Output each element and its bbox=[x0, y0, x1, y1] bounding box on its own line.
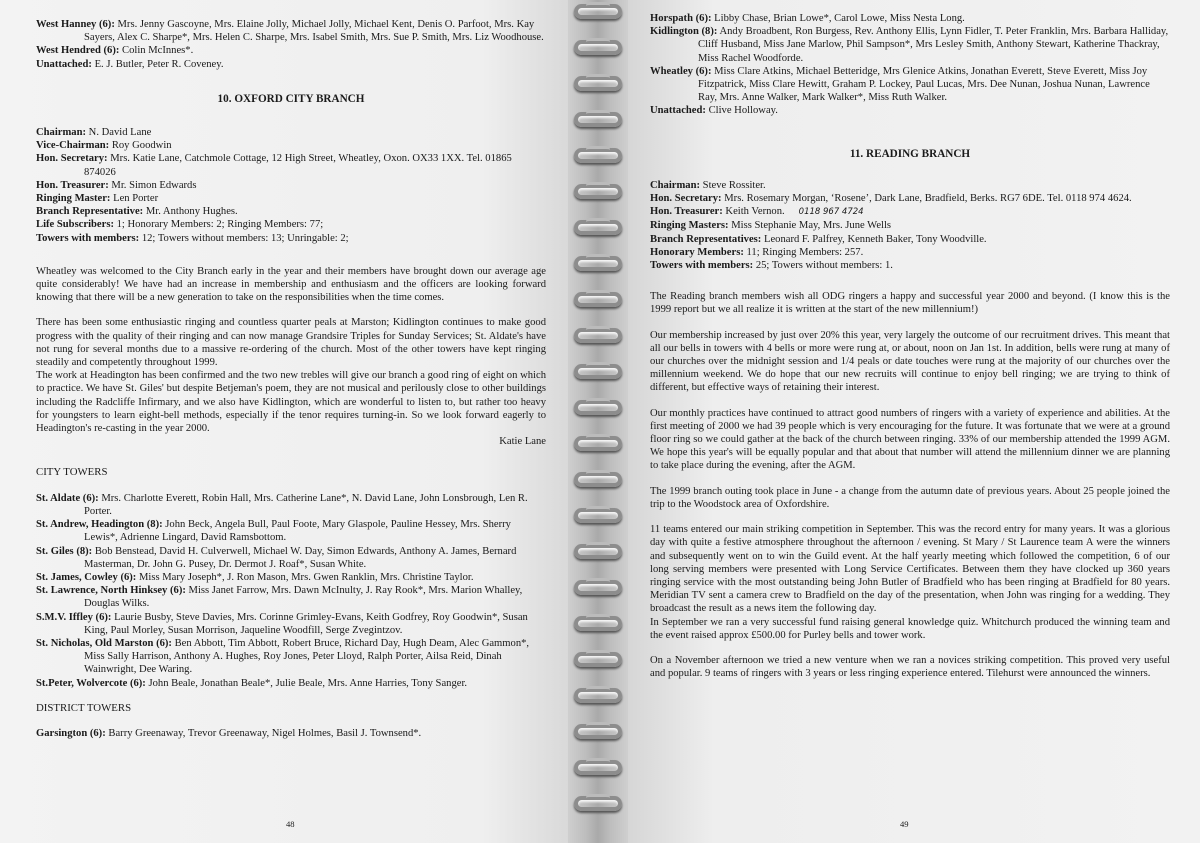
tower-entry bbox=[36, 677, 546, 690]
binding-ring bbox=[574, 400, 622, 415]
report-paragraph: The work at Headington has been confirmed and the two new trebles will give our branch a good ring of eight on which to practice. We have St. Giles' but despite Betjeman's poem, they are not musical and perilously close to other buildings including the Radcliffe Infirmary, and we also have Kidlington, which are wonderful to listen to, but rather too heavy for youngsters to learn eight-bell methods, especially if the tenor requires turning-in. So we look forward eagerly to Headington's re-casting in the year 2000. bbox=[36, 370, 546, 435]
tower-members: E. J. Butler, Peter R. Coveney. bbox=[91, 58, 224, 70]
tower-name: Unattached: bbox=[650, 105, 706, 117]
binding-ring bbox=[574, 256, 622, 271]
officer-label: Towers with members: bbox=[36, 232, 140, 244]
report-paragraph: The Reading branch members wish all ODG ringers a happy and successful year 2000 and beyond. (I know this is the 1999 report but we all realize it is written at the start of the new millennium!) bbox=[650, 291, 1170, 316]
binding-ring bbox=[574, 112, 622, 127]
city-towers-heading: CITY TOWERS bbox=[36, 466, 108, 479]
officer-line bbox=[650, 246, 1170, 259]
tower-entry bbox=[36, 584, 546, 610]
binding-ring bbox=[574, 796, 622, 811]
right-page bbox=[628, 0, 1200, 843]
spiral-binding bbox=[568, 0, 628, 843]
officer-line bbox=[650, 259, 1170, 272]
branch-report bbox=[650, 290, 1170, 680]
tower-name: St. Lawrence, North Hinksey (6): bbox=[36, 585, 186, 597]
officer-line bbox=[36, 152, 546, 178]
officer-value: Len Porter bbox=[110, 193, 159, 205]
report-paragraph: On a November afternoon we tried a new venture when we ran a novices striking competition. This proved very useful and popular. 9 teams of ringers with 3 years or less ringing experience entered. Tilehurst were announced the winners. bbox=[650, 654, 1170, 680]
tower-name: St. Giles (8): bbox=[36, 545, 93, 557]
district-towers-list bbox=[36, 727, 546, 740]
tower-entry bbox=[36, 492, 546, 518]
officer-value: Keith Vernon. bbox=[722, 206, 785, 218]
tower-members: John Beale, Jonathan Beale*, Julie Beale, Mrs. Anne Harries, Tony Sanger. bbox=[145, 677, 468, 689]
officer-line bbox=[36, 218, 546, 231]
tower-entry bbox=[36, 637, 546, 677]
officer-label: Ringing Masters: bbox=[650, 220, 729, 232]
tower-members: John Beck, Angela Bull, Paul Foote, Mary Glaspole, Pauline Hessey, Mrs. Sherry Lewis*, Adrienne Lingard, David Ramsbottom. bbox=[84, 519, 511, 544]
officer-label: Honorary Members: bbox=[650, 246, 744, 258]
tower-name: St.Peter, Wolvercote (6): bbox=[36, 677, 146, 689]
district-towers-heading: DISTRICT TOWERS bbox=[36, 701, 132, 714]
report-paragraph: The 1999 branch outing took place in June - a change from the autumn date of previous years. About 25 people joined the trip to the Woodstock area of Oxfordshire. bbox=[650, 485, 1170, 510]
officer-label: Vice-Chairman: bbox=[36, 140, 110, 152]
tower-name: Horspath (6): bbox=[650, 13, 712, 24]
tower-name: St. James, Cowley (6): bbox=[36, 571, 137, 583]
tower-members: Clive Holloway. bbox=[705, 105, 778, 117]
binding-ring bbox=[574, 292, 622, 307]
binding-ring bbox=[574, 4, 622, 19]
officer-label: Chairman: bbox=[650, 179, 701, 191]
binding-ring bbox=[574, 616, 622, 631]
officer-line bbox=[36, 205, 546, 218]
report-paragraph: In September we ran a very successful fund raising general knowledge quiz. Whitchurch produced the winning team and the event raised approx £500.00 for Purley bells and tower work. bbox=[650, 616, 1170, 641]
binding-ring bbox=[574, 760, 622, 775]
right-top-entries bbox=[650, 12, 1170, 118]
officer-label: Branch Representatives: bbox=[650, 233, 762, 245]
tower-entry bbox=[36, 18, 546, 44]
binding-ring bbox=[574, 328, 622, 343]
officer-label: Life Subscribers: bbox=[36, 219, 114, 231]
tower-members: Miss Janet Farrow, Mrs. Dawn McInulty, J. Ray Rook*, Mrs. Marion Whalley, Douglas Wilks. bbox=[84, 585, 523, 610]
handwritten-note: 0118 967 4724 bbox=[798, 207, 864, 218]
officer-label: Towers with members: bbox=[650, 260, 754, 272]
left-top-entries bbox=[36, 18, 546, 71]
tower-entry bbox=[650, 104, 1170, 117]
officer-value: Steve Rossiter. bbox=[700, 179, 766, 191]
binding-ring bbox=[574, 652, 622, 667]
binding-ring bbox=[574, 364, 622, 379]
tower-members: Libby Chase, Brian Lowe*, Carol Lowe, Miss Nesta Long. bbox=[711, 13, 965, 24]
binding-ring bbox=[574, 76, 622, 91]
officer-value: Roy Goodwin bbox=[109, 140, 172, 152]
tower-name: S.M.V. Iffley (6): bbox=[36, 611, 112, 623]
officer-line bbox=[36, 232, 546, 245]
officer-label: Ringing Master: bbox=[36, 193, 111, 205]
tower-members: Barry Greenaway, Trevor Greenaway, Nigel Holmes, Basil J. Townsend*. bbox=[105, 727, 422, 739]
tower-name: Unattached: bbox=[36, 58, 92, 70]
tower-entry bbox=[36, 518, 546, 544]
report-paragraph: Our membership increased by just over 20% this year, very largely the outcome of our recruitment drives. This meant that all our bells in towers with 4 bells or more were rung at, or about, noon on Jan 1st. In addition, bells were rung at many of our churches over the midnight session and 1/4 peals or date touches were rung at the majority of our churches over the millennium weekend. We do hope that our new recruits will continue to enjoy bell ringing; we are trying to think of different, but effective ways of retaining their interest. bbox=[650, 329, 1170, 394]
page-number: 49 bbox=[900, 818, 909, 829]
officer-label: Chairman: bbox=[36, 127, 87, 139]
tower-name: West Hanney (6): bbox=[36, 19, 115, 30]
officer-value: Mr. Simon Edwards bbox=[108, 179, 197, 191]
officer-value: Mrs. Katie Lane, Catchmole Cottage, 12 High Street, Wheatley, Oxon. OX33 1XX. Tel. 01865 874026 bbox=[84, 153, 512, 178]
branch-heading: 10. OXFORD CITY BRANCH bbox=[217, 92, 365, 105]
binding-ring bbox=[574, 220, 622, 235]
tower-entry bbox=[36, 611, 546, 637]
officer-value: 25; Towers without members: 1. bbox=[753, 260, 893, 272]
officer-value: Mrs. Rosemary Morgan, ‘Rosene’, Dark Lane, Bradfield, Berks. RG7 6DE. Tel. 0118 974 4624. bbox=[721, 193, 1132, 205]
binding-ring bbox=[574, 544, 622, 559]
officer-value: 11; Ringing Members: 257. bbox=[743, 246, 864, 258]
tower-entry bbox=[650, 12, 1170, 25]
tower-members: Colin McInnes*. bbox=[119, 45, 194, 57]
tower-members: Miss Clare Atkins, Michael Betteridge, Mrs Glenice Atkins, Jonathan Everett, Steve Everett, Miss Joy Fitzpatrick, Miss Clare Hewitt, Graham P. Lockey, Paul Lucas, Mrs. Dee Nunan, Joshua Nunan, Lawrence Ray, Mrs. Anne Walker, Mark Walker*, Miss Ruth Walker. bbox=[698, 65, 1150, 104]
binding-ring bbox=[574, 436, 622, 451]
tower-name: Kidlington (8): bbox=[650, 26, 718, 38]
branch-heading: 11. READING BRANCH bbox=[849, 147, 971, 160]
officer-label: Hon. Treasurer: bbox=[650, 206, 723, 218]
binding-ring bbox=[574, 688, 622, 703]
binding-ring bbox=[574, 148, 622, 163]
officer-label: Hon. Secretary: bbox=[650, 193, 722, 205]
officer-line bbox=[650, 179, 1170, 192]
tower-name: Garsington (6): bbox=[36, 727, 106, 739]
officers-list bbox=[650, 179, 1170, 272]
binding-ring bbox=[574, 580, 622, 595]
branch-report bbox=[36, 265, 546, 435]
officer-line bbox=[36, 179, 546, 192]
tower-members: Mrs. Charlotte Everett, Robin Hall, Mrs. Catherine Lane*, N. David Lane, John Lonsbrough, Len R. Porter. bbox=[84, 492, 528, 517]
left-page bbox=[0, 0, 568, 843]
officer-line bbox=[36, 126, 546, 139]
officer-label: Branch Representative: bbox=[36, 206, 144, 218]
tower-entry bbox=[650, 25, 1170, 65]
binding-ring bbox=[574, 40, 622, 55]
binding-ring bbox=[574, 184, 622, 199]
officer-line bbox=[36, 139, 546, 152]
tower-members: Andy Broadbent, Ron Burgess, Rev. Anthony Ellis, Lynn Fidler, T. Peter Franklin, Mrs. Barbara Halliday, Cliff Husband, Miss Jane Marlow, Phil Sampson*, Mrs Lesley Smith, Anthony Stewart, Katherine Thackray, Miss Rachel Woodforde. bbox=[698, 26, 1169, 64]
officer-value: 1; Honorary Members: 2; Ringing Members: 77; bbox=[113, 219, 324, 231]
city-towers-list bbox=[36, 492, 546, 690]
officer-label: Hon. Secretary: bbox=[36, 153, 108, 165]
tower-entry bbox=[36, 571, 546, 584]
tower-members: Bob Benstead, David H. Culverwell, Michael W. Day, Simon Edwards, Anthony A. James, Bernard Masterman, Dr. John G. Pusey, Dr. Dermot J. Roaf*, Susan White. bbox=[84, 545, 517, 570]
officer-line bbox=[36, 192, 546, 205]
report-signature: Katie Lane bbox=[499, 436, 546, 448]
officer-value: N. David Lane bbox=[86, 127, 152, 139]
tower-entry bbox=[36, 727, 546, 740]
officer-value: 12; Towers without members: 13; Unringable: 2; bbox=[139, 232, 349, 244]
officer-value: Mr. Anthony Hughes. bbox=[143, 206, 238, 218]
officer-value: Miss Stephanie May, Mrs. June Wells bbox=[728, 220, 892, 232]
tower-members: Miss Mary Joseph*, J. Ron Mason, Mrs. Gwen Ranklin, Mrs. Christine Taylor. bbox=[136, 571, 474, 583]
tower-name: St. Andrew, Headington (8): bbox=[36, 519, 163, 531]
tower-name: Wheatley (6): bbox=[650, 65, 712, 77]
report-paragraph: 11 teams entered our main striking competition in September. This was the record entry for many years. It was a glorious day with quite a festive atmosphere throughout the afternoon / evening. St Mary / St Laurence team A were the winners and subsequently went on to win the Guild event. At the half yearly meeting which followed the competition, 6 of our long serving members were presented with Long Service Certificates. Between them they have clocked up 360 years ringing service with the most outstanding being John Butler of Bradfield who has been ringing at Bradfield for 80 years. Meridian TV sent a camera crew to Bradfield on the day of the presentation, when John was ringing for a wedding. They broadcast the result as a news item the following day. bbox=[650, 524, 1170, 615]
tower-entry bbox=[650, 65, 1170, 105]
tower-name: St. Nicholas, Old Marston (6): bbox=[36, 637, 172, 649]
officer-line bbox=[650, 205, 1170, 219]
tower-members: Mrs. Jenny Gascoyne, Mrs. Elaine Jolly, Michael Jolly, Michael Kent, Denis O. Parfoot, Mrs. Kay Sayers, Alex C. Sharpe*, Mrs. Helen C. Sharpe, Mrs. Isabel Smith, Mrs. Sue P. Smith, Mrs. Liz Woodhouse. bbox=[84, 19, 544, 44]
tower-entry bbox=[36, 44, 546, 57]
binding-ring bbox=[574, 472, 622, 487]
tower-entry bbox=[36, 58, 546, 71]
report-paragraph: Wheatley was welcomed to the City Branch early in the year and their members have brought down our average age quite considerably! We have had an increase in membership and enthusiasm and the officers are looking forward knowing that there will be a new generation to take on the responsibilities when the time comes. bbox=[36, 265, 546, 304]
officer-line bbox=[650, 219, 1170, 232]
tower-members: Laurie Busby, Steve Davies, Mrs. Corinne Grimley-Evans, Keith Godfrey, Roy Goodwin*, Susan King, Paul Morley, Susan Morrison, Jaqueline Woodfill, Serge Zvegintzov. bbox=[84, 611, 528, 636]
officer-line bbox=[650, 233, 1170, 246]
officer-label: Hon. Treasurer: bbox=[36, 179, 109, 191]
binding-ring bbox=[574, 724, 622, 739]
page-number: 48 bbox=[286, 818, 295, 829]
report-paragraph: There has been some enthusiastic ringing and countless quarter peals at Marston; Kidlington continues to make good progress with the quality of their ringing and can now manage Grandsire Triples for Sunday Services; St. Aldate's have not rung for several months due to a massive re-ordering of the church. Most of the other towers have kept ringing steadily and competently throughout 1999. bbox=[36, 317, 546, 369]
report-paragraph: Our monthly practices have continued to attract good numbers of ringers with a variety of experience and abilities. At the first meeting of 2000 we had 39 people which is very encouraging for the future. It was fortunate that we were at a ground floor ring so we could gather at the back of the church between ringing. 33% of our membership attended the 1999 AGM. We hope this year's will be equally popular and that about that number will attend the millennium dinner we are planning to take place during the evening, after the AGM. bbox=[650, 407, 1170, 472]
officers-list bbox=[36, 126, 546, 245]
tower-entry bbox=[36, 545, 546, 571]
officer-line bbox=[650, 192, 1170, 205]
binding-ring bbox=[574, 508, 622, 523]
tower-name: St. Aldate (6): bbox=[36, 492, 99, 504]
tower-members: Ben Abbott, Tim Abbott, Robert Bruce, Richard Day, Hugh Deam, Alec Gammon*, Miss Sally Harrison, Anthony A. Hughes, Roy Jones, Peter Lloyd, Ralph Porter, Ailsa Reid, Dinah Wainwright, Dee Waring. bbox=[84, 637, 530, 676]
tower-name: West Hendred (6): bbox=[36, 45, 120, 57]
officer-value: Leonard F. Palfrey, Kenneth Baker, Tony Woodville. bbox=[761, 233, 987, 245]
